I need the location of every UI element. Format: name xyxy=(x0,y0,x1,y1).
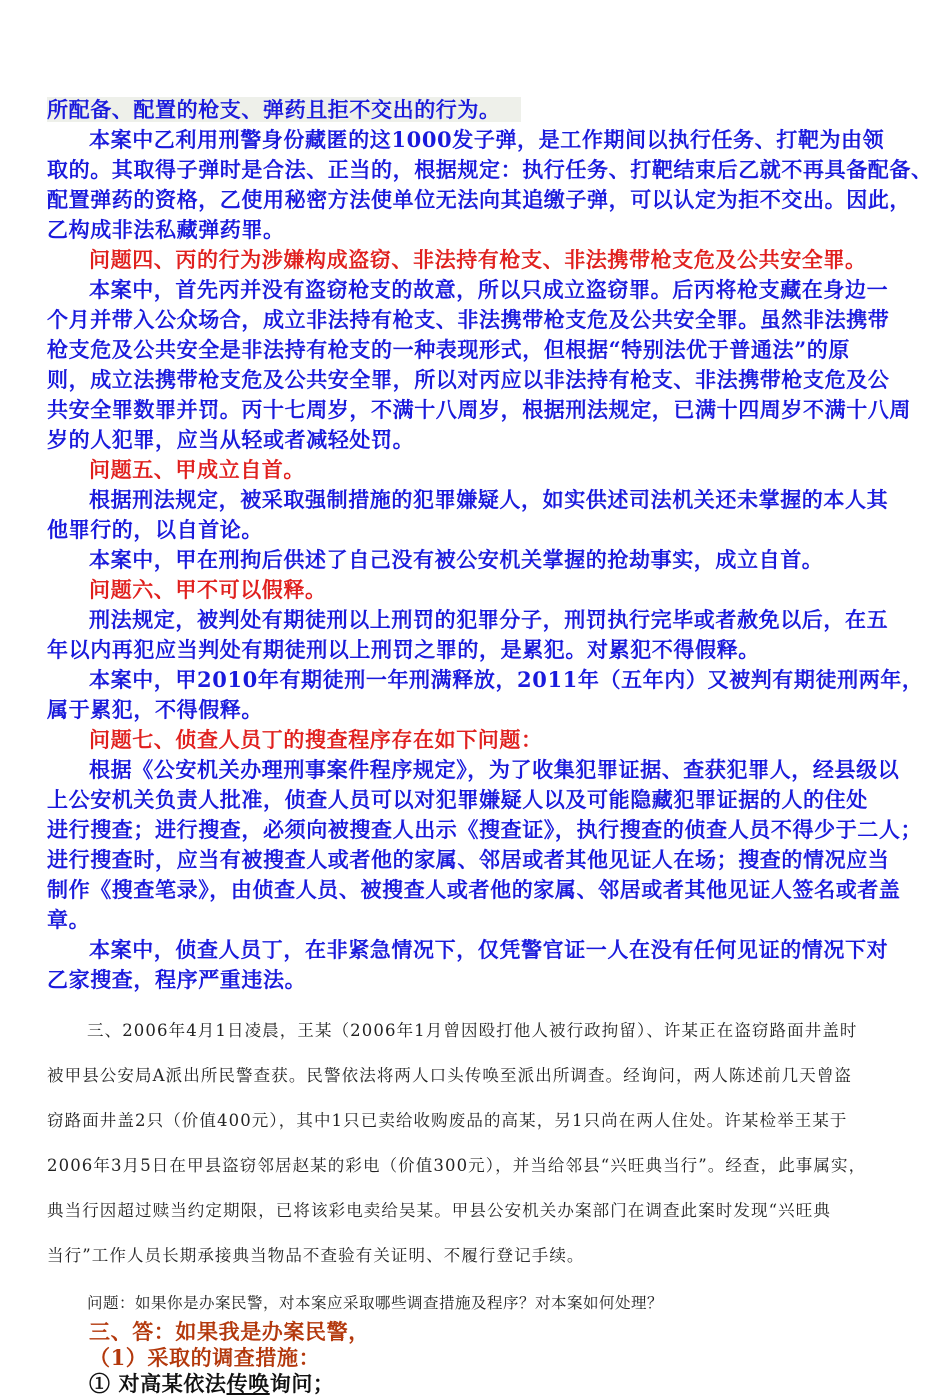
answer-item-suffix: 询问； xyxy=(269,1371,335,1396)
text-line: 章。 xyxy=(47,907,91,932)
text-line: 制作《搜查笔录》，由侦查人员、被搜查人或者他的家属、邻居或者其他见证人签名或者盖 xyxy=(47,877,901,902)
case-text-line: 被甲县公安局A派出所民警查获。民警依法将两人口头传唤至派出所调查。经询问，两人陈述前几天曾盗 xyxy=(47,1066,853,1085)
answer-item xyxy=(89,1368,335,1398)
text-line: 他罪行的，以自首论。 xyxy=(47,517,263,542)
text-line: 本案中乙利用刑警身份藏匿的这1000发子弹，是工作期间以执行任务、打靶为由领 xyxy=(89,127,885,152)
answer-heading: 三、答：如果我是办案民警， xyxy=(89,1319,370,1344)
text-line: 枪支危及公共安全是非法持有枪支的一种表现形式，但根据“特别法优于普通法”的原 xyxy=(47,337,850,362)
case-text-line: 2006年3月5日在甲县盗窃邻居赵某的彩电（价值300元），并当给邻县“兴旺典当行”。经查，此事属实， xyxy=(47,1156,867,1175)
text-line: 根据《公安机关办理刑事案件程序规定》，为了收集犯罪证据、查获犯罪人，经县级以 xyxy=(89,757,900,782)
text-line xyxy=(47,94,521,124)
text-line: 则，成立法携带枪支危及公共安全罪，所以对丙应以非法持有枪支、非法携带枪支危及公 xyxy=(47,367,890,392)
text-line: 属于累犯，不得假释。 xyxy=(47,697,263,722)
answer-item-prefix: ① 对高某依法 xyxy=(89,1371,227,1396)
text-line: 进行搜查时，应当有被搜查人或者他的家属、邻居或者其他见证人在场；搜查的情况应当 xyxy=(47,847,890,872)
text-line: 本案中，侦查人员丁，在非紧急情况下，仅凭警官证一人在没有任何见证的情况下对 xyxy=(89,937,889,962)
text-line: 配置弹药的资格，乙使用秘密方法使单位无法向其追缴子弹，可以认定为拒不交出。因此， xyxy=(47,187,911,212)
text-line: 本案中，甲在刑拘后供述了自己没有被公安机关掌握的抢劫事实，成立自首。 xyxy=(89,547,824,572)
question-7-heading: 问题七、侦查人员丁的搜查程序存在如下问题： xyxy=(89,727,543,752)
answer-subheading: （1）采取的调查措施： xyxy=(89,1345,321,1370)
text-line: 本案中，首先丙并没有盗窃枪支的故意，所以只成立盗窃罪。后丙将枪支藏在身边一 xyxy=(89,277,889,302)
text-line: 个月并带入公众场合，成立非法持有枪支、非法携带枪支危及公共安全罪。虽然非法携带 xyxy=(47,307,890,332)
case-text-line: 窃路面井盖2只（价值400元），其中1只已卖给收购废品的高某，另1只尚在两人住处。许某检举王某于 xyxy=(47,1111,848,1130)
text-line: 共安全罪数罪并罚。丙十七周岁，不满十八周岁，根据刑法规定，已满十四周岁不满十八周 xyxy=(47,397,911,422)
text-line: 取的。其取得子弹时是合法、正当的，根据规定：执行任务、打靶结束后乙就不再具备配备、 xyxy=(47,157,933,182)
text-line: 进行搜查；进行搜查，必须向被搜查人出示《搜查证》，执行搜查的侦查人员不得少于二人； xyxy=(47,817,923,842)
text-line-content: 所配备、配置的枪支、弹药且拒不交出的行为。 xyxy=(47,97,521,122)
text-line: 上公安机关负责人批准，侦查人员可以对犯罪嫌疑人以及可能隐藏犯罪证据的人的住处 xyxy=(47,787,868,812)
text-line: 岁的人犯罪，应当从轻或者减轻处罚。 xyxy=(47,427,415,452)
question-6-heading: 问题六、甲不可以假释。 xyxy=(89,577,327,602)
text-line: 根据刑法规定，被采取强制措施的犯罪嫌疑人，如实供述司法机关还未掌握的本人其 xyxy=(89,487,889,512)
question-5-heading: 问题五、甲成立自首。 xyxy=(89,457,305,482)
text-line: 乙构成非法私藏弹药罪。 xyxy=(47,217,285,242)
text-line: 年以内再犯应当判处有期徒刑以上刑罚之罪的，是累犯。对累犯不得假释。 xyxy=(47,637,760,662)
text-line: 本案中，甲2010年有期徒刑一年刑满释放，2011年（五年内）又被判有期徒刑两年， xyxy=(89,667,924,692)
question-4-heading: 问题四、丙的行为涉嫌构成盗窃、非法持有枪支、非法携带枪支危及公共安全罪。 xyxy=(89,247,867,272)
case-text-line: 三、2006年4月1日凌晨，王某（2006年1月曾因殴打他人被行政拘留）、许某正在盗窃路面井盖时 xyxy=(87,1021,858,1040)
answer-item-underlined: 传唤 xyxy=(226,1371,270,1396)
question-line: 问题：如果你是办案民警，对本案应采取哪些调查措施及程序？对本案如何处理？ xyxy=(87,1294,664,1312)
text-line: 刑法规定，被判处有期徒刑以上刑罚的犯罪分子，刑罚执行完毕或者赦免以后，在五 xyxy=(89,607,889,632)
text-line: 乙家搜查，程序严重违法。 xyxy=(47,967,307,992)
case-text-line: 当行”工作人员长期承接典当物品不查验有关证明、不履行登记手续。 xyxy=(47,1246,585,1265)
case-text-line: 典当行因超过赎当约定期限，已将该彩电卖给吴某。甲县公安机关办案部门在调查此案时发现“兴旺典 xyxy=(47,1201,831,1220)
